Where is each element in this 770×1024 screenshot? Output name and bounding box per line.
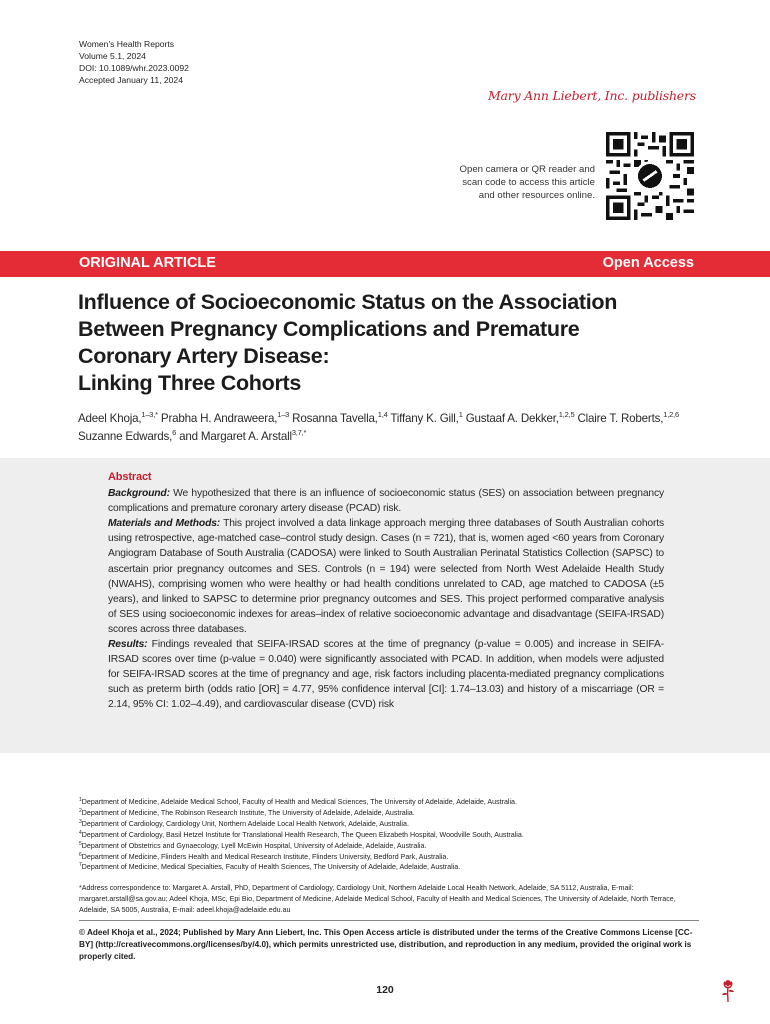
article-title — [78, 289, 698, 397]
author[interactable]: Adeel Khoja,$^{1-3,*}$ — [78, 410, 158, 425]
author[interactable]: Rosanna Tavella,$^{1,4}$ — [289, 410, 388, 425]
title-line: Between Pregnancy Complications and Premature — [78, 317, 580, 341]
affiliation: $^4$Department of Cardiology, Basil Hetzel Institute for Translational Health Research, The Queen Elizabeth Hospital, Woodville South, Australia. — [79, 829, 524, 839]
article-type-label: ORIGINAL ARTICLE — [79, 255, 216, 271]
abstract-methods — [108, 516, 664, 637]
abstract-background — [108, 486, 664, 516]
license-statement: © Adeel Khoja et al., 2024; Published by Mary Ann Liebert, Inc. This Open Access article is distributed under the terms of the Creative Commons License [CC-BY] (http://creativecommons.org/licenses/by/4.0), which permits unrestricted use, distribution, and reproduction in any medium, provided the original work is properly cited. — [79, 928, 693, 961]
qr-caption — [440, 163, 595, 202]
author[interactable]: Suzanne Edwards,$^6$ — [78, 428, 177, 443]
open-access-label: Open Access — [602, 255, 694, 271]
title-line: Linking Three Cohorts — [78, 371, 302, 395]
journal-meta — [79, 38, 189, 86]
journal-volume: Volume 5.1, 2024 — [79, 51, 146, 61]
title-line: Coronary Artery Disease: — [78, 344, 330, 368]
journal-name: Women's Health Reports — [79, 39, 175, 49]
affiliation: $^3$Department of Cardiology, Cardiology Unit, Northern Adelaide Local Health Network, Adelaide, Australia. — [79, 818, 409, 828]
author[interactable]: Tiffany K. Gill,$^1$ — [387, 410, 463, 425]
author[interactable]: Gustaaf A. Dekker,$^{1,2,5}$ — [462, 410, 575, 425]
abstract-results — [108, 637, 664, 712]
liebert-flower-icon — [718, 976, 738, 1004]
affiliation: $^5$Department of Obstetrics and Gynaecology, Lyell McEwin Hospital, University of Adelaide, Adelaide, Australia. — [79, 840, 427, 850]
publisher-logo — [488, 88, 696, 103]
correspondence: *Address correspondence to: Margaret A. Arstall, PhD, Department of Cardiology, Cardiology Unit, Northern Adelaide Local Health Network, Adelaide, SA 5112, Australia, E-mail: margaret.arstall@sa.gov.au; Adeel Khoja, MSc, Epi Bio, Department of Medicine, Adelaide Medical School, Faculty of Health and Medical Sciences, The University of Adelaide, North Terrace, Adelaide, SA 5005, Australia, E-mail: adeel.khoja@adelaide.edu.au — [79, 884, 676, 914]
page-number: 120 — [376, 984, 394, 996]
abstract-heading: Abstract — [108, 471, 152, 483]
methods-label: Materials and Methods: — [108, 518, 221, 530]
results-text: Findings revealed that SEIFA-IRSAD scores at the time of pregnancy (p-value = 0.005) and increase in SEIFA-IRSAD scores over time (p-value = 0.040) were significantly associated with PCAD. In addition, when models were adjusted for SEIFA-IRSAD scores at the time of pregnancy and age, risk factors including placenta-mediated pregnancy complications such as preterm birth (odds ratio [OR] = 4.77, 95% confidence interval [CI]: 1.74–13.03) and history of a miscarriage (OR = 2.14, 95% CI: 1.02–4.49), and cardiovascular disease (CVD) risk — [108, 639, 664, 711]
qr-caption-line: and other resources online. — [478, 190, 595, 201]
author[interactable]: Prabha H. Andraweera,$^{1-3}$ — [157, 410, 290, 425]
author[interactable]: and Margaret A. Arstall$^{3,7,*}$ — [176, 428, 307, 443]
author[interactable]: Claire T. Roberts,$^{1,2,6}$ — [574, 410, 679, 425]
affiliations — [79, 797, 699, 873]
qr-caption-line: Open camera or QR reader and — [459, 164, 595, 175]
methods-text: This project involved a data linkage approach merging three databases of South Australian cohorts using retrospective, age-matched case–control study design. Cases (n = 721), that is, women aged <60 years from Coronary Angiogram Database of South Australia (CADOSA) were linked to South Australian Perinatal Statistics Collection (SAPSC) to ascertain prior pregnancy outcomes and SES. Controls (n = 194) were selected from North West Adelaide Health Study (NWAHS), comprising women who were healthy or had health conditions unrelated to CAD, age matched to CADOSA (±5 years), and linked to SAPSC to determine prior pregnancy outcomes and SES. This project performed comparative analysis of SES using socioeconomic indexes for areas–index of relative socioeconomic advantage and disadvantage (SEIFA-IRSAD) scores across three databases. — [108, 518, 664, 635]
publisher-name: Mary Ann Liebert, Inc. publishers — [487, 88, 696, 103]
divider — [79, 920, 699, 921]
title-line: Influence of Socioeconomic Status on the Association — [78, 290, 618, 314]
author-list — [78, 410, 698, 446]
qr-caption-line: scan code to access this article — [462, 177, 595, 188]
background-text: We hypothesized that there is an influence of socioeconomic status (SES) on association between pregnancy complications and premature coronary artery disease (PCAD) risk. — [108, 488, 664, 515]
accepted-date: Accepted January 11, 2024 — [79, 75, 183, 85]
results-label: Results: — [108, 639, 148, 651]
affiliation: $^1$Department of Medicine, Adelaide Medical School, Faculty of Health and Medical Sciences, The University of Adelaide, Adelaide, Australia. — [79, 797, 517, 806]
background-label: Background: — [108, 488, 170, 500]
section-banner — [0, 251, 770, 277]
affiliation: $^6$Department of Medicine, Flinders Health and Medical Research Institute, Flinders University, Bedford Park, Australia. — [79, 851, 449, 861]
abstract — [108, 470, 664, 713]
qr-code-icon[interactable] — [606, 132, 694, 220]
affiliation: $^7$Department of Medicine, Medical Specialties, Faculty of Health Sciences, The University of Adelaide, Adelaide, Australia. — [79, 862, 461, 872]
journal-doi: DOI: 10.1089/whr.2023.0092 — [79, 63, 189, 73]
affiliation: $^2$Department of Medicine, The Robinson Research Institute, The University of Adelaide, Adelaide, Australia. — [79, 807, 415, 817]
